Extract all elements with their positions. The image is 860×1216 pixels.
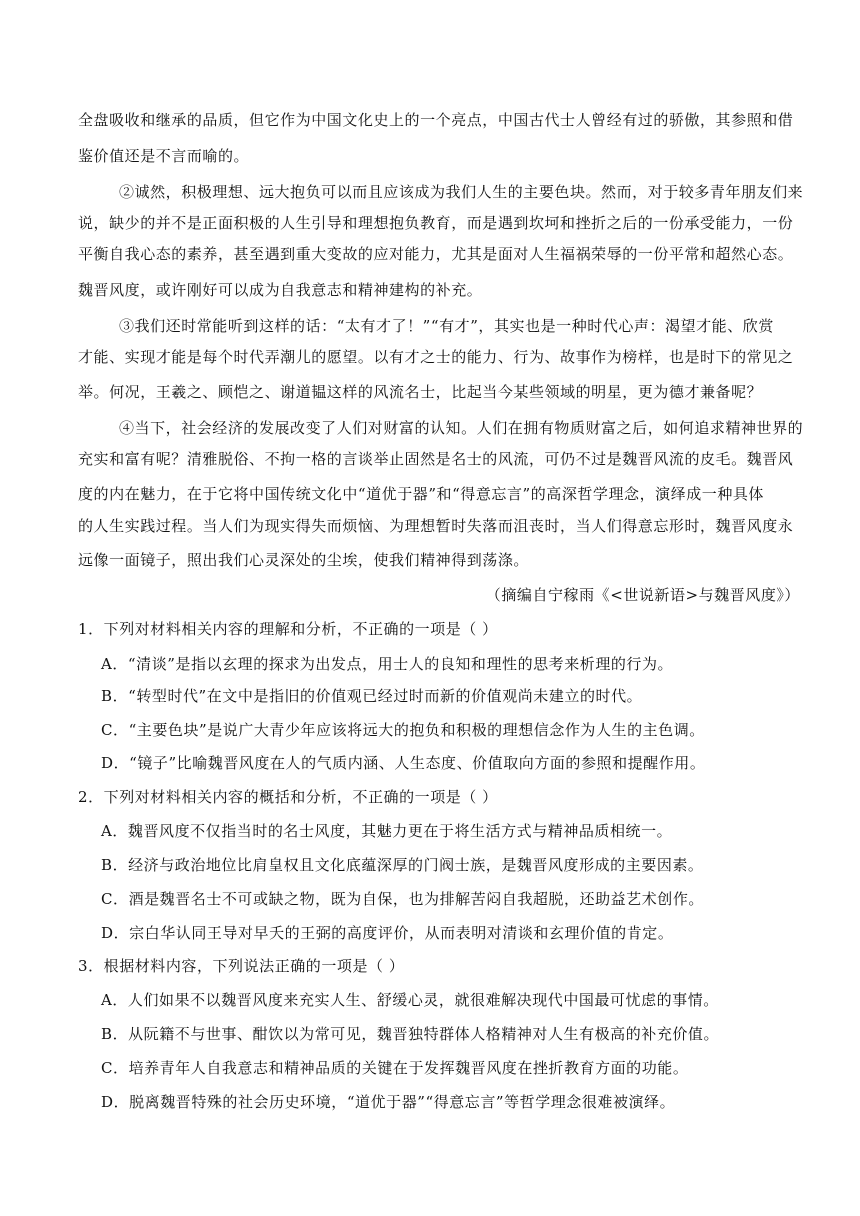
passage-line: ②诚然，积极理想、远大抱负可以而且应该成为我们人生的主要色块。然而，对于较多青年朋友们来 [119,183,804,201]
question-option[interactable]: B．从阮籍不与世事、酣饮以为常可见，魏晋独特群体人格精神对人生有极高的补充价值。 [101,1025,720,1043]
passage-line: ③我们还时常能听到这样的话：“太有才了！”“有才”，其实也是一种时代心声：渴望才能、欣赏 [119,317,774,335]
question-option[interactable]: A．人们如果不以魏晋风度来充实人生、舒缓心灵，就很难解决现代中国最可忧虑的事情。 [101,991,719,1009]
question-option[interactable]: A．“清谈”是指以玄理的探求为出发点，用士人的良知和理性的思考来析理的行为。 [101,655,674,673]
question-stem: 3．根据材料内容，下列说法正确的一项是（ ） [78,957,405,975]
passage-line: 魏晋风度，或许刚好可以成为自我意志和精神建构的补充。 [78,281,483,299]
question-stem: 1．下列对材料相关内容的理解和分析，不正确的一项是（ ） [78,620,498,638]
passage-line: 充实和富有呢？清雅脱俗、不拘一格的言谈举止固然是名士的风流，可仍不过是魏晋风流的皮毛。魏晋风 [78,450,794,468]
passage-line: 说，缺少的并不是正面积极的人生引导和理想抱负教育，而是遇到坎坷和挫折之后的一份承受能力，一份 [78,214,794,232]
question-stem: 2．下列对材料相关内容的概括和分析，不正确的一项是（ ） [78,788,498,806]
question-option[interactable]: D．宗白华认同王导对早夭的王弼的高度评价，从而表明对清谈和玄理价值的肯定。 [101,924,674,942]
question-option[interactable]: B．经济与政治地位比肩皇权且文化底蕴深厚的门阀士族，是魏晋风度形成的主要因素。 [101,856,704,874]
passage-line: 远像一面镜子，照出我们心灵深处的尘埃，使我们精神得到荡涤。 [78,551,529,569]
passage-line: 举。何况，王羲之、顾恺之、谢道韫这样的风流名士，比起当今某些领域的明星，更为德才兼备呢？ [78,383,763,401]
passage-line: 平衡自我心态的素养，甚至遇到重大变故的应对能力，尤其是面对人生福祸荣辱的一份平常和超然心态。 [78,245,794,263]
passage-line: 全盘吸收和继承的品质，但它作为中国文化史上的一个亮点，中国古代士人曾经有过的骄傲，其参照和借 [78,111,794,129]
passage-line: ④当下，社会经济的发展改变了人们对财富的认知。人们在拥有物质财富之后，如何追求精神世界的 [119,419,804,437]
passage-line: 鉴价值还是不言而喻的。 [78,147,250,165]
question-option[interactable]: D．脱离魏晋特殊的社会历史环境，“道优于器”“得意忘言”等哲学理念很难被演绎。 [101,1093,676,1111]
question-option[interactable]: C．酒是魏晋名士不可或缺之物，既为自保，也为排解苦闷自我超脱，还助益艺术创作。 [101,890,704,908]
passage-line: 的人生实践过程。当人们为现实得失而烦恼、为理想暂时失落而沮丧时，当人们得意忘形时，魏晋风度永 [78,517,794,535]
question-option[interactable]: B．“转型时代”在文中是指旧的价值观已经过时而新的价值观尚未建立的时代。 [101,687,643,705]
question-option[interactable]: C．“主要色块”是说广大青少年应该将远大的抱负和积极的理想信念作为人生的主色调。 [101,721,705,739]
question-option[interactable]: C．培养青年人自我意志和精神品质的关键在于发挥魏晋风度在挫折教育方面的功能。 [101,1059,689,1077]
source-citation: （摘编自宁稼雨《<世说新语>与魏晋风度》） [485,586,800,604]
question-option[interactable]: D．“镜子”比喻魏晋风度在人的气质内涵、人生态度、价值取向方面的参照和提醒作用。 [101,754,706,772]
passage-line: 才能、实现才能是每个时代弄潮儿的愿望。以有才之士的能力、行为、故事作为榜样，也是时下的常见之 [78,348,794,366]
passage-line: 度的内在魅力，在于它将中国传统文化中“道优于器”和“得意忘言”的高深哲学理念，演绎成一种具体 [78,485,764,503]
question-option[interactable]: A．魏晋风度不仅指当时的名士风度，其魅力更在于将生活方式与精神品质相统一。 [101,822,673,840]
